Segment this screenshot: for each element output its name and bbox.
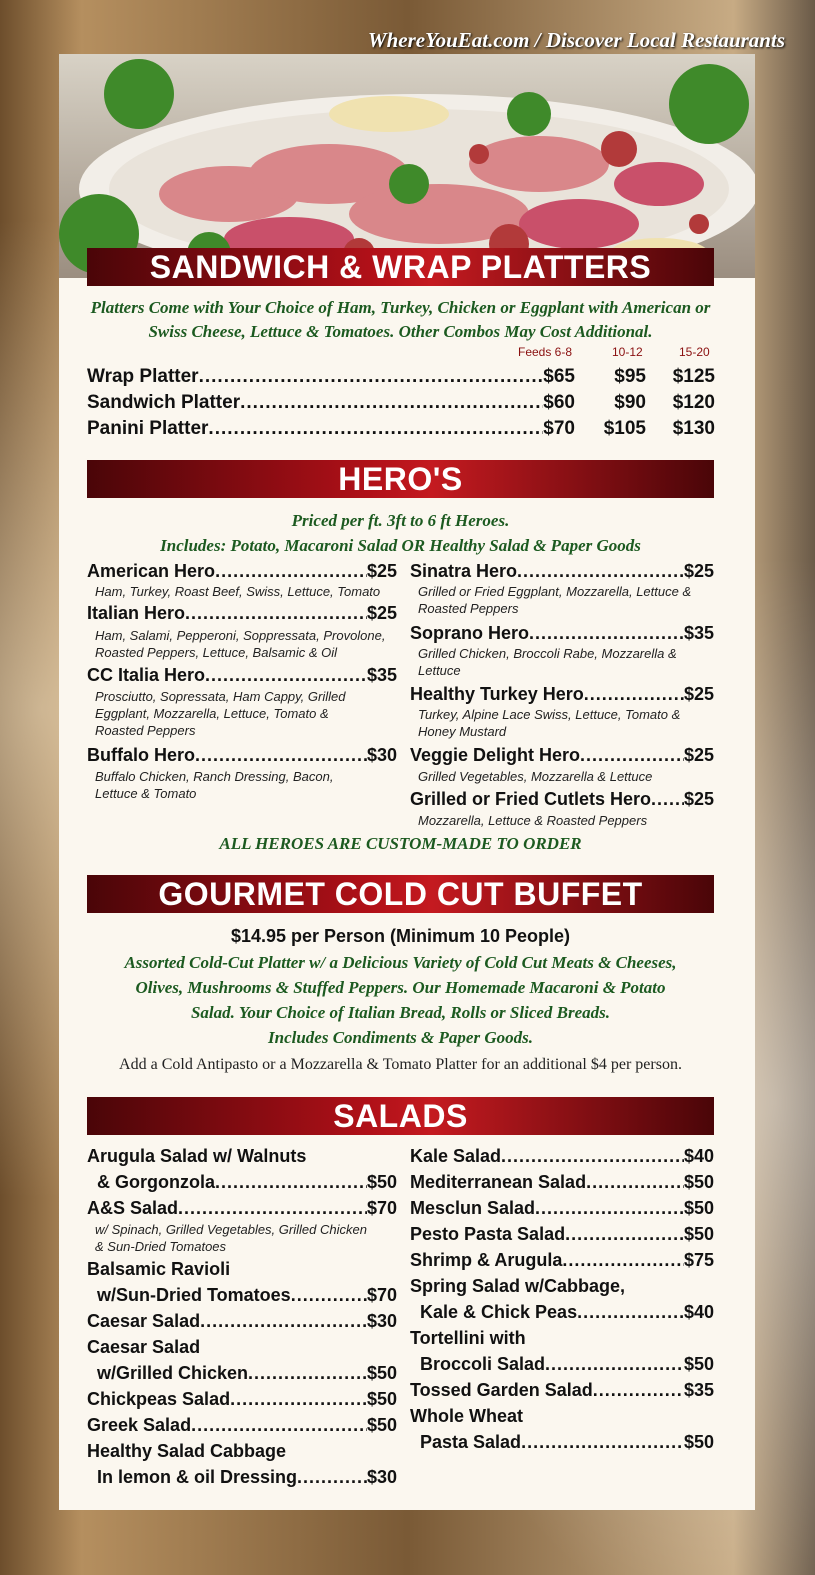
platters-intro-1: Platters Come with Your Choice of Ham, Turkey, Chicken or Eggplant with American or: [90, 298, 711, 317]
menu-item-whole-wheat-pasta-salad: Pasta Salad ..... $50: [420, 1432, 714, 1453]
buffalo-hero-desc: Buffalo Chicken, Ranch Dressing, Bacon, Lettuce & Tomato: [95, 769, 334, 801]
as-salad-desc: w/ Spinach, Grilled Vegetables, Grilled Chicken & Sun-Dried Tomatoes: [95, 1222, 367, 1254]
menu-item-arugula-salad: & Gorgonzola ..... $50: [97, 1172, 397, 1193]
platters-banner: [87, 248, 714, 286]
menu-item-sinatra-hero: Sinatra Hero ..... $25: [410, 561, 714, 582]
platters-title: SANDWICH & WRAP PLATTERS: [149, 249, 652, 285]
menu-item-tossed-garden-salad: Tossed Garden Salad ..... $35: [410, 1380, 714, 1401]
menu-item-american-hero: American Hero ..... $25: [87, 561, 397, 582]
salad-caesar-chicken-line1: Caesar Salad: [87, 1337, 201, 1357]
menu-item-cutlets-hero: Grilled or Fried Cutlets Hero ..... $25: [410, 789, 714, 810]
buffet-desc-1: Assorted Cold-Cut Platter w/ a Delicious Variety of Cold Cut Meats & Cheeses,: [124, 953, 677, 972]
buffet-banner: [87, 875, 714, 913]
buffet-desc-2: Olives, Mushrooms & Stuffed Peppers. Our Homemade Macaroni & Potato: [135, 978, 666, 997]
sinatra-hero-desc: Grilled or Fried Eggplant, Mozzarella, Lettuce & Roasted Peppers: [418, 584, 692, 616]
menu-item-shrimp-arugula: Shrimp & Arugula ..... $75: [410, 1250, 714, 1271]
feeds-header-3: 15-20: [679, 345, 710, 359]
salad-arugula-line1: Arugula Salad w/ Walnuts: [87, 1146, 307, 1166]
feeds-header-2: 10-12: [612, 345, 643, 359]
menu-item-pesto-pasta-salad: Pesto Pasta Salad ..... $50: [410, 1224, 714, 1245]
american-hero-desc: Ham, Turkey, Roast Beef, Swiss, Lettuce, Tomato: [95, 584, 381, 599]
menu-item-greek-salad: Greek Salad ..... $50: [87, 1415, 397, 1436]
cold-cut-platter-photo: [59, 54, 755, 278]
salad-spring-line1: Spring Salad w/Cabbage,: [410, 1276, 626, 1296]
heroes-footer: ALL HEROES ARE CUSTOM-MADE TO ORDER: [219, 834, 582, 853]
soprano-hero-desc: Grilled Chicken, Broccoli Rabe, Mozzarella & Lettuce: [418, 646, 677, 678]
menu-item-caesar-salad: Caesar Salad ..... $30: [87, 1311, 397, 1332]
price-panini-10-12: $105: [603, 418, 646, 439]
menu-item-kale-salad: Kale Salad ..... $40: [410, 1146, 714, 1167]
salad-tortellini-line1: Tortellini with: [410, 1328, 526, 1348]
heroes-banner: [87, 460, 714, 498]
salads-title: SALADS: [333, 1098, 468, 1134]
price-wrap-10-12: $95: [614, 366, 646, 387]
menu-item-caesar-chicken: w/Grilled Chicken ..... $50: [97, 1363, 397, 1384]
veggie-delight-hero-desc: Grilled Vegetables, Mozzarella & Lettuce: [418, 769, 653, 784]
feeds-header-1: Feeds 6-8: [518, 345, 573, 359]
heroes-intro-2: Includes: Potato, Macaroni Salad OR Healthy Salad & Paper Goods: [160, 536, 641, 555]
menu-item-cc-italia-hero: CC Italia Hero ..... $35: [87, 665, 397, 686]
menu-item-buffalo-hero: Buffalo Hero ..... $30: [87, 745, 397, 766]
buffet-price: $14.95 per Person (Minimum 10 People): [230, 926, 571, 946]
price-sandwich-10-12: $90: [614, 392, 646, 413]
menu-item-tortellini-salad: Broccoli Salad ..... $50: [420, 1354, 714, 1375]
heroes-title: HERO'S: [338, 461, 463, 497]
heroes-intro-1: Priced per ft. 3ft to 6 ft Heroes.: [291, 511, 510, 530]
menu-item-mesclun-salad: Mesclun Salad ..... $50: [410, 1198, 714, 1219]
menu-item-panini-platter: Panini Platter ..... $70: [87, 418, 575, 440]
salad-healthy-line1: Healthy Salad Cabbage: [87, 1441, 287, 1461]
menu-item-healthy-salad: In lemon & oil Dressing ..... $30: [97, 1467, 397, 1488]
cutlets-hero-desc: Mozzarella, Lettuce & Roasted Peppers: [418, 813, 648, 828]
healthy-turkey-hero-desc: Turkey, Alpine Lace Swiss, Lettuce, Tomato & Honey Mustard: [418, 707, 681, 739]
menu-item-balsamic-ravioli: w/Sun-Dried Tomatoes ..... $70: [97, 1285, 397, 1306]
menu-item-sandwich-platter: Sandwich Platter ..... $60: [87, 392, 575, 414]
cc-italia-hero-desc: Prosciutto, Sopressata, Ham Cappy, Grilled Eggplant, Mozzarella, Lettuce, Tomato & Roasted Peppers: [95, 689, 346, 738]
price-sandwich-15-20: $120: [672, 392, 715, 413]
salads-banner: [87, 1097, 714, 1135]
menu-item-chickpeas-salad: Chickpeas Salad ..... $50: [87, 1389, 397, 1410]
italian-hero-desc: Ham, Salami, Pepperoni, Soppressata, Provolone, Roasted Peppers, Lettuce, Balsamic & Oil: [95, 628, 386, 660]
price-panini-15-20: $130: [672, 418, 715, 439]
buffet-addon: Add a Cold Antipasto or a Mozzarella & Tomato Platter for an additional $4 per person.: [119, 1056, 682, 1073]
menu-item-mediterranean-salad: Mediterranean Salad ..... $50: [410, 1172, 714, 1193]
menu-item-wrap-platter: Wrap Platter ..... $65: [87, 366, 575, 388]
salad-whole-wheat-line1: Whole Wheat: [410, 1406, 523, 1426]
salad-ravioli-line1: Balsamic Ravioli: [87, 1259, 231, 1279]
menu-item-veggie-delight-hero: Veggie Delight Hero ..... $25: [410, 745, 714, 766]
menu-item-spring-salad: Kale & Chick Peas ..... $40: [420, 1302, 714, 1323]
buffet-title: GOURMET COLD CUT BUFFET: [158, 876, 643, 912]
buffet-desc-3: Salad. Your Choice of Italian Bread, Rolls or Sliced Breads.: [190, 1003, 611, 1022]
menu-item-soprano-hero: Soprano Hero ..... $35: [410, 623, 714, 644]
menu-item-italian-hero: Italian Hero ..... $25: [87, 603, 397, 624]
watermark: WhereYouEat.com / Discover Local Restaurants: [367, 28, 785, 52]
platters-intro-2: Swiss Cheese, Lettuce & Tomatoes. Other Combos May Cost Additional.: [148, 322, 653, 341]
menu-item-as-salad: A&S Salad ..... $70: [87, 1198, 397, 1219]
price-wrap-15-20: $125: [672, 366, 715, 387]
buffet-desc-4: Includes Condiments & Paper Goods.: [268, 1028, 533, 1047]
menu-item-healthy-turkey-hero: Healthy Turkey Hero ..... $25: [410, 684, 714, 705]
